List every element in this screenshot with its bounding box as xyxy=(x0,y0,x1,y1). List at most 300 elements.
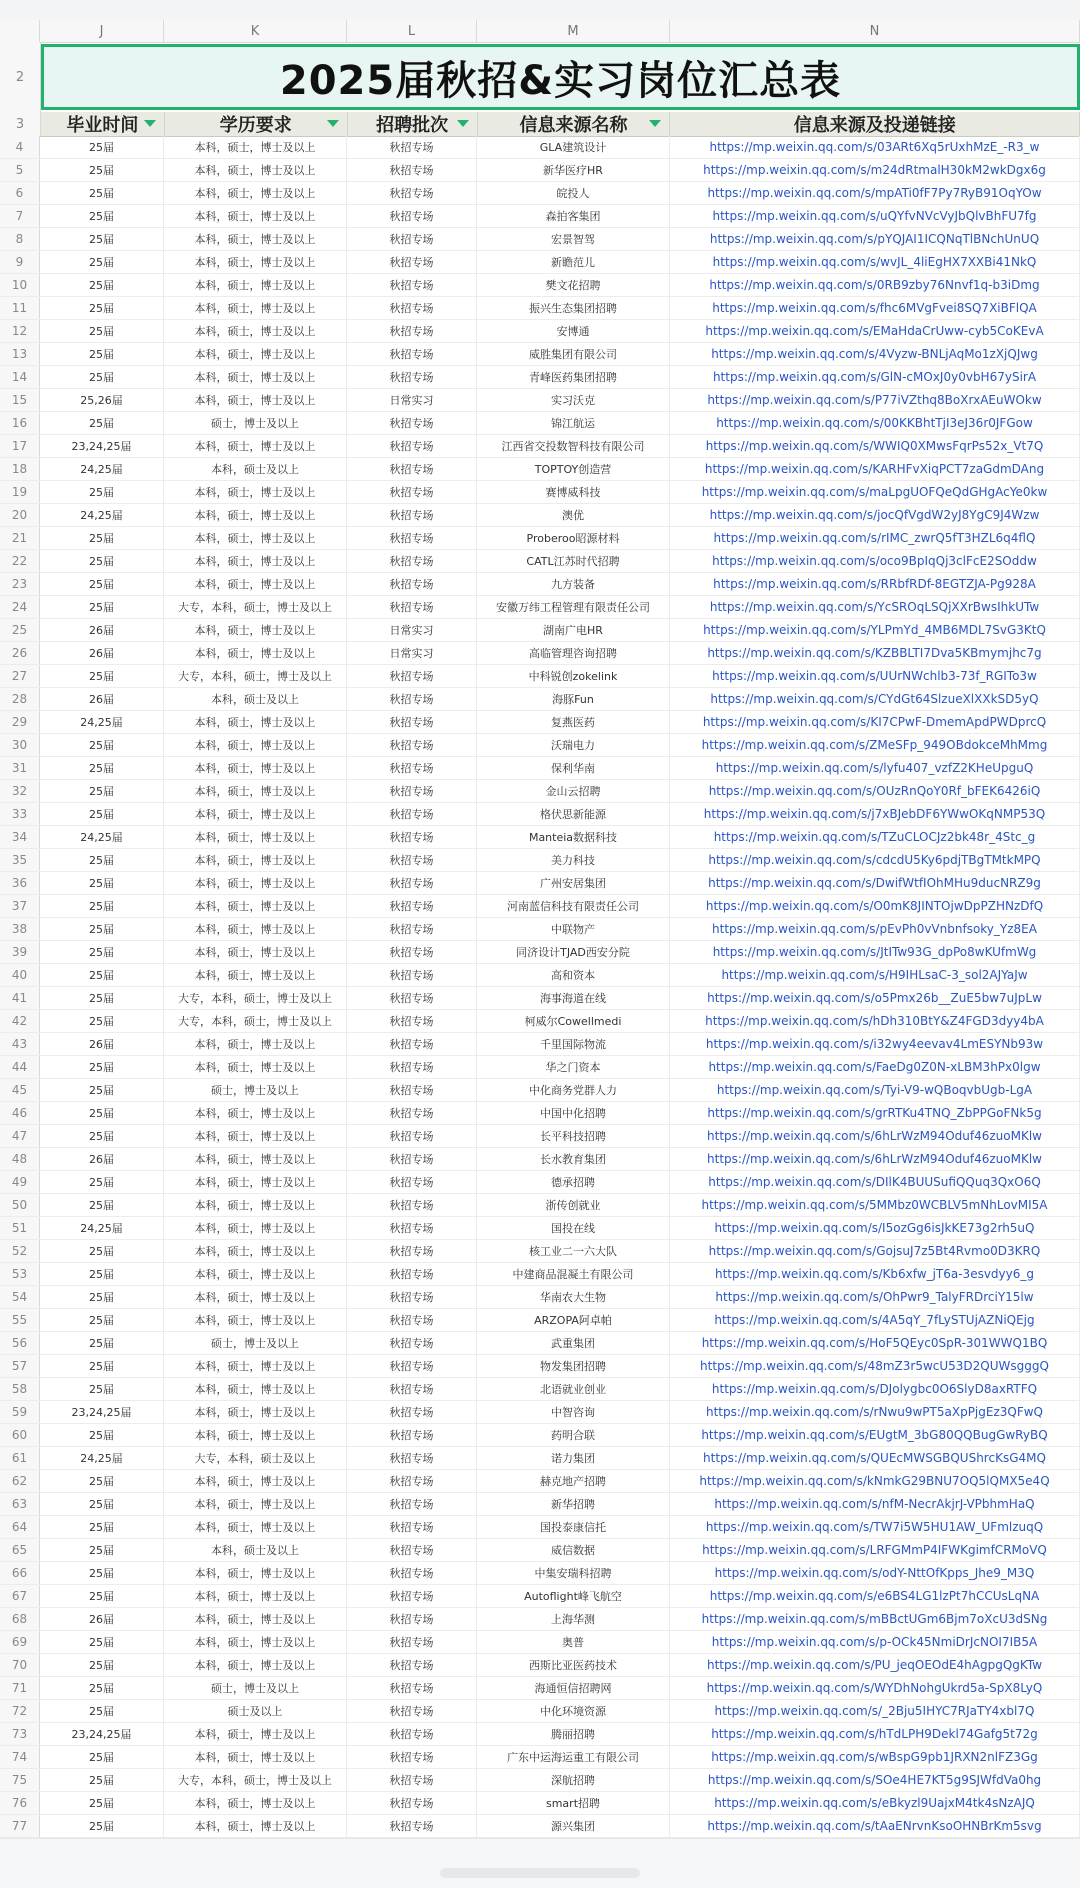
cell-batch[interactable]: 秋招专场 xyxy=(347,1240,477,1262)
cell-graduation[interactable]: 25届 xyxy=(40,251,164,273)
header-cell-education[interactable] xyxy=(165,112,348,136)
cell-source-name[interactable]: 美力科技 xyxy=(477,849,670,871)
row-number[interactable]: 69 xyxy=(0,1631,40,1653)
cell-source-name[interactable]: 新瞻范儿 xyxy=(477,251,670,273)
cell-source-name[interactable]: 武重集团 xyxy=(477,1332,670,1354)
cell-source-name[interactable]: 国投泰康信托 xyxy=(477,1516,670,1538)
column-header-l[interactable]: L xyxy=(347,20,477,42)
cell-graduation[interactable]: 25届 xyxy=(40,550,164,572)
cell-education[interactable]: 本科，硕士，博士及以上 xyxy=(164,872,347,894)
row-number[interactable]: 13 xyxy=(0,343,40,365)
cell-link[interactable]: https://mp.weixin.qq.com/s/ZMeSFp_949OBdokceMhMmg xyxy=(670,734,1080,756)
cell-batch[interactable]: 秋招专场 xyxy=(347,1056,477,1078)
row-number[interactable]: 73 xyxy=(0,1723,40,1745)
cell-education[interactable]: 本科，硕士，博士及以上 xyxy=(164,711,347,733)
cell-source-name[interactable]: 赛博威科技 xyxy=(477,481,670,503)
cell-education[interactable]: 本科，硕士及以上 xyxy=(164,458,347,480)
row-number[interactable]: 68 xyxy=(0,1608,40,1630)
cell-link[interactable]: https://mp.weixin.qq.com/s/O0mK8JINTOjwDpPZHNzDfQ xyxy=(670,895,1080,917)
cell-education[interactable]: 硕士及以上 xyxy=(164,1700,347,1722)
cell-batch[interactable]: 秋招专场 xyxy=(347,481,477,503)
cell-education[interactable]: 本科，硕士，博士及以上 xyxy=(164,941,347,963)
header-cell-source-name[interactable] xyxy=(478,112,671,136)
cell-batch[interactable]: 秋招专场 xyxy=(347,872,477,894)
cell-graduation[interactable]: 24,25届 xyxy=(40,504,164,526)
cell-link[interactable]: https://mp.weixin.qq.com/s/j7xBJebDF6YWwOKqNMP53Q xyxy=(670,803,1080,825)
cell-graduation[interactable]: 25届 xyxy=(40,1079,164,1101)
cell-education[interactable]: 本科，硕士，博士及以上 xyxy=(164,1470,347,1492)
column-header-k[interactable]: K xyxy=(164,20,347,42)
cell-source-name[interactable]: 腾丽招聘 xyxy=(477,1723,670,1745)
row-number[interactable]: 22 xyxy=(0,550,40,572)
row-number[interactable]: 70 xyxy=(0,1654,40,1676)
cell-education[interactable]: 本科，硕士，博士及以上 xyxy=(164,1194,347,1216)
cell-link[interactable]: https://mp.weixin.qq.com/s/RRbfRDf-8EGTZJA-Pg928A xyxy=(670,573,1080,595)
cell-graduation[interactable]: 25届 xyxy=(40,1516,164,1538)
cell-link[interactable]: https://mp.weixin.qq.com/s/kNmkG29BNU7OQ5lQMX5e4Q xyxy=(670,1470,1080,1492)
cell-batch[interactable]: 秋招专场 xyxy=(347,1424,477,1446)
cell-batch[interactable]: 秋招专场 xyxy=(347,1470,477,1492)
cell-source-name[interactable]: 中建商品混凝土有限公司 xyxy=(477,1263,670,1285)
cell-batch[interactable]: 秋招专场 xyxy=(347,688,477,710)
cell-link[interactable]: https://mp.weixin.qq.com/s/JtITw93G_dpPo8wKUfmWg xyxy=(670,941,1080,963)
cell-source-name[interactable]: 千里国际物流 xyxy=(477,1033,670,1055)
row-number[interactable]: 36 xyxy=(0,872,40,894)
cell-graduation[interactable]: 26届 xyxy=(40,1608,164,1630)
cell-batch[interactable]: 秋招专场 xyxy=(347,1148,477,1170)
cell-link[interactable]: https://mp.weixin.qq.com/s/HoF5QEyc0SpR-301WWQ1BQ xyxy=(670,1332,1080,1354)
cell-source-name[interactable]: 柯威尔Cowellmedi xyxy=(477,1010,670,1032)
cell-link[interactable]: https://mp.weixin.qq.com/s/jocQfVgdW2yJ8YgC9J4Wzw xyxy=(670,504,1080,526)
cell-source-name[interactable]: 高临管理咨询招聘 xyxy=(477,642,670,664)
cell-link[interactable]: https://mp.weixin.qq.com/s/KZBBLTI7Dva5KBmymjhc7g xyxy=(670,642,1080,664)
cell-source-name[interactable]: 源兴集团 xyxy=(477,1815,670,1837)
cell-graduation[interactable]: 25届 xyxy=(40,366,164,388)
cell-batch[interactable]: 秋招专场 xyxy=(347,1493,477,1515)
cell-source-name[interactable]: 深航招聘 xyxy=(477,1769,670,1791)
cell-graduation[interactable]: 25届 xyxy=(40,803,164,825)
cell-link[interactable]: https://mp.weixin.qq.com/s/SOe4HE7KT5g9SJWfdVa0hg xyxy=(670,1769,1080,1791)
cell-link[interactable]: https://mp.weixin.qq.com/s/4Vyzw-BNLjAqMo1zXjQJwg xyxy=(670,343,1080,365)
cell-source-name[interactable]: 西斯比亚医药技术 xyxy=(477,1654,670,1676)
cell-source-name[interactable]: 国投在线 xyxy=(477,1217,670,1239)
cell-source-name[interactable]: 海事海道在线 xyxy=(477,987,670,1009)
cell-education[interactable]: 大专，本科，硕士及以上 xyxy=(164,1447,347,1469)
cell-batch[interactable]: 秋招专场 xyxy=(347,780,477,802)
cell-education[interactable]: 本科，硕士，博士及以上 xyxy=(164,1723,347,1745)
cell-graduation[interactable]: 25届 xyxy=(40,1263,164,1285)
cell-education[interactable]: 本科，硕士，博士及以上 xyxy=(164,1148,347,1170)
cell-education[interactable]: 本科，硕士，博士及以上 xyxy=(164,1516,347,1538)
cell-education[interactable]: 本科，硕士，博士及以上 xyxy=(164,504,347,526)
cell-source-name[interactable]: 河南蓝信科技有限责任公司 xyxy=(477,895,670,917)
cell-graduation[interactable]: 25届 xyxy=(40,987,164,1009)
row-number[interactable]: 63 xyxy=(0,1493,40,1515)
cell-graduation[interactable]: 25,26届 xyxy=(40,389,164,411)
cell-education[interactable]: 硕士，博士及以上 xyxy=(164,412,347,434)
cell-source-name[interactable]: CATL江苏时代招聘 xyxy=(477,550,670,572)
row-number[interactable]: 62 xyxy=(0,1470,40,1492)
cell-link[interactable]: https://mp.weixin.qq.com/s/TW7i5W5HU1AW_UFmlzuqQ xyxy=(670,1516,1080,1538)
cell-graduation[interactable]: 25届 xyxy=(40,1677,164,1699)
cell-source-name[interactable]: 德承招聘 xyxy=(477,1171,670,1193)
cell-graduation[interactable]: 25届 xyxy=(40,1309,164,1331)
cell-link[interactable]: https://mp.weixin.qq.com/s/tAaENrvnKsoOHNBrKm5svg xyxy=(670,1815,1080,1837)
cell-graduation[interactable]: 23,24,25届 xyxy=(40,1723,164,1745)
cell-batch[interactable]: 秋招专场 xyxy=(347,1355,477,1377)
row-number[interactable]: 61 xyxy=(0,1447,40,1469)
cell-link[interactable]: https://mp.weixin.qq.com/s/WYDhNohgUkrd5a-SpX8LyQ xyxy=(670,1677,1080,1699)
cell-graduation[interactable]: 24,25届 xyxy=(40,1217,164,1239)
cell-batch[interactable]: 秋招专场 xyxy=(347,918,477,940)
cell-graduation[interactable]: 25届 xyxy=(40,159,164,181)
cell-source-name[interactable]: 华之门资本 xyxy=(477,1056,670,1078)
cell-batch[interactable]: 秋招专场 xyxy=(347,251,477,273)
cell-batch[interactable]: 秋招专场 xyxy=(347,1263,477,1285)
cell-education[interactable]: 本科，硕士，博士及以上 xyxy=(164,780,347,802)
cell-source-name[interactable]: 新华医疗HR xyxy=(477,159,670,181)
cell-batch[interactable]: 秋招专场 xyxy=(347,1125,477,1147)
row-number[interactable]: 25 xyxy=(0,619,40,641)
cell-source-name[interactable]: 江西省交投数智科技有限公司 xyxy=(477,435,670,457)
cell-education[interactable]: 本科，硕士，博士及以上 xyxy=(164,1631,347,1653)
cell-batch[interactable]: 秋招专场 xyxy=(347,504,477,526)
header-cell-graduation[interactable] xyxy=(41,112,165,136)
cell-source-name[interactable]: 物发集团招聘 xyxy=(477,1355,670,1377)
cell-link[interactable]: https://mp.weixin.qq.com/s/odY-NttOfKpps_Jhe9_M3Q xyxy=(670,1562,1080,1584)
select-all-corner[interactable] xyxy=(0,20,40,42)
row-number[interactable]: 43 xyxy=(0,1033,40,1055)
cell-link[interactable]: https://mp.weixin.qq.com/s/grRTKu4TNQ_ZbPPGoFNk5g xyxy=(670,1102,1080,1124)
cell-graduation[interactable]: 25届 xyxy=(40,1631,164,1653)
header-cell-link[interactable] xyxy=(670,112,1080,136)
cell-graduation[interactable]: 25届 xyxy=(40,205,164,227)
cell-batch[interactable]: 日常实习 xyxy=(347,619,477,641)
cell-source-name[interactable]: 中化环境资源 xyxy=(477,1700,670,1722)
row-number[interactable]: 5 xyxy=(0,159,40,181)
cell-source-name[interactable]: 湖南广电HR xyxy=(477,619,670,641)
cell-education[interactable]: 本科，硕士，博士及以上 xyxy=(164,757,347,779)
cell-batch[interactable]: 秋招专场 xyxy=(347,1792,477,1814)
cell-graduation[interactable]: 25届 xyxy=(40,1792,164,1814)
cell-graduation[interactable]: 25届 xyxy=(40,918,164,940)
row-number[interactable]: 24 xyxy=(0,596,40,618)
cell-graduation[interactable]: 25届 xyxy=(40,136,164,158)
cell-education[interactable]: 本科，硕士，博士及以上 xyxy=(164,389,347,411)
cell-link[interactable]: https://mp.weixin.qq.com/s/lyfu407_vzfZ2KHeUpguQ xyxy=(670,757,1080,779)
row-number[interactable]: 75 xyxy=(0,1769,40,1791)
cell-link[interactable]: https://mp.weixin.qq.com/s/03ARt6Xq5rUxhMzE_-R3_w xyxy=(670,136,1080,158)
cell-batch[interactable]: 秋招专场 xyxy=(347,1033,477,1055)
cell-source-name[interactable]: 中集安瑞科招聘 xyxy=(477,1562,670,1584)
cell-link[interactable]: https://mp.weixin.qq.com/s/YLPmYd_4MB6MDL7SvG3KtQ xyxy=(670,619,1080,641)
cell-education[interactable]: 本科，硕士，博士及以上 xyxy=(164,1263,347,1285)
cell-source-name[interactable]: GLA建筑设计 xyxy=(477,136,670,158)
cell-source-name[interactable]: 安博通 xyxy=(477,320,670,342)
row-number[interactable]: 2 xyxy=(0,42,41,112)
cell-link[interactable]: https://mp.weixin.qq.com/s/pEvPh0vVnbnfsoky_Yz8EA xyxy=(670,918,1080,940)
row-number[interactable]: 72 xyxy=(0,1700,40,1722)
row-number[interactable]: 40 xyxy=(0,964,40,986)
cell-education[interactable]: 本科，硕士，博士及以上 xyxy=(164,1792,347,1814)
cell-education[interactable]: 大专，本科，硕士，博士及以上 xyxy=(164,987,347,1009)
cell-batch[interactable]: 秋招专场 xyxy=(347,987,477,1009)
cell-batch[interactable]: 秋招专场 xyxy=(347,1585,477,1607)
cell-source-name[interactable]: 威胜集团有限公司 xyxy=(477,343,670,365)
cell-batch[interactable]: 秋招专场 xyxy=(347,1102,477,1124)
cell-link[interactable]: https://mp.weixin.qq.com/s/m24dRtmalH30kM2wkDgx6g xyxy=(670,159,1080,181)
cell-education[interactable]: 本科，硕士，博士及以上 xyxy=(164,1424,347,1446)
row-number[interactable]: 7 xyxy=(0,205,40,227)
cell-graduation[interactable]: 25届 xyxy=(40,734,164,756)
cell-batch[interactable]: 秋招专场 xyxy=(347,274,477,296)
cell-link[interactable]: https://mp.weixin.qq.com/s/EMaHdaCrUww-cyb5CoKEvA xyxy=(670,320,1080,342)
row-number[interactable]: 76 xyxy=(0,1792,40,1814)
row-number[interactable]: 15 xyxy=(0,389,40,411)
cell-link[interactable]: https://mp.weixin.qq.com/s/p-OCk45NmiDrJcNOI7IB5A xyxy=(670,1631,1080,1653)
cell-link[interactable]: https://mp.weixin.qq.com/s/QUEcMWSGBQUShrcKsG4MQ xyxy=(670,1447,1080,1469)
cell-education[interactable]: 本科，硕士，博士及以上 xyxy=(164,1102,347,1124)
cell-source-name[interactable]: 复燕医药 xyxy=(477,711,670,733)
cell-education[interactable]: 本科，硕士，博士及以上 xyxy=(164,1585,347,1607)
filter-dropdown-icon[interactable] xyxy=(327,120,339,127)
row-number[interactable]: 58 xyxy=(0,1378,40,1400)
cell-batch[interactable]: 秋招专场 xyxy=(347,1309,477,1331)
cell-source-name[interactable]: 锦江航运 xyxy=(477,412,670,434)
cell-batch[interactable]: 秋招专场 xyxy=(347,849,477,871)
cell-education[interactable]: 本科，硕士，博士及以上 xyxy=(164,1562,347,1584)
row-number[interactable]: 55 xyxy=(0,1309,40,1331)
cell-link[interactable]: https://mp.weixin.qq.com/s/oco9BpIqQj3clFcE2SOddw xyxy=(670,550,1080,572)
row-number[interactable]: 31 xyxy=(0,757,40,779)
cell-graduation[interactable]: 25届 xyxy=(40,849,164,871)
cell-source-name[interactable]: Proberoo昭源材料 xyxy=(477,527,670,549)
cell-link[interactable]: https://mp.weixin.qq.com/s/OhPwr9_TalyFRDrciY15lw xyxy=(670,1286,1080,1308)
cell-batch[interactable]: 日常实习 xyxy=(347,642,477,664)
cell-batch[interactable]: 秋招专场 xyxy=(347,895,477,917)
cell-education[interactable]: 本科，硕士，博士及以上 xyxy=(164,343,347,365)
row-number[interactable]: 48 xyxy=(0,1148,40,1170)
cell-graduation[interactable]: 25届 xyxy=(40,1056,164,1078)
cell-source-name[interactable]: 高和资本 xyxy=(477,964,670,986)
cell-graduation[interactable]: 25届 xyxy=(40,964,164,986)
row-number[interactable]: 50 xyxy=(0,1194,40,1216)
cell-link[interactable]: https://mp.weixin.qq.com/s/KI7CPwF-DmemApdPWDprcQ xyxy=(670,711,1080,733)
row-number[interactable]: 71 xyxy=(0,1677,40,1699)
cell-link[interactable]: https://mp.weixin.qq.com/s/6hLrWzM94Oduf46zuoMKlw xyxy=(670,1148,1080,1170)
cell-graduation[interactable]: 25届 xyxy=(40,1562,164,1584)
cell-education[interactable]: 本科，硕士，博士及以上 xyxy=(164,1240,347,1262)
cell-batch[interactable]: 秋招专场 xyxy=(347,1539,477,1561)
row-number[interactable]: 9 xyxy=(0,251,40,273)
cell-source-name[interactable]: 振兴生态集团招聘 xyxy=(477,297,670,319)
cell-source-name[interactable]: smart招聘 xyxy=(477,1792,670,1814)
cell-education[interactable]: 大专，本科，硕士，博士及以上 xyxy=(164,596,347,618)
cell-education[interactable]: 本科，硕士，博士及以上 xyxy=(164,1309,347,1331)
cell-link[interactable]: https://mp.weixin.qq.com/s/I5ozGg6isJkKE73g2rh5uQ xyxy=(670,1217,1080,1239)
cell-batch[interactable]: 秋招专场 xyxy=(347,182,477,204)
cell-batch[interactable]: 秋招专场 xyxy=(347,1769,477,1791)
cell-graduation[interactable]: 25届 xyxy=(40,1815,164,1837)
cell-batch[interactable]: 秋招专场 xyxy=(347,964,477,986)
cell-link[interactable]: https://mp.weixin.qq.com/s/H9IHLsaC-3_sol2AJYaJw xyxy=(670,964,1080,986)
cell-education[interactable]: 硕士，博士及以上 xyxy=(164,1332,347,1354)
cell-link[interactable]: https://mp.weixin.qq.com/s/TZuCLOCJz2bk48r_4Stc_g xyxy=(670,826,1080,848)
cell-link[interactable]: https://mp.weixin.qq.com/s/cdcdU5Ky6pdjTBgTMtkMPQ xyxy=(670,849,1080,871)
cell-batch[interactable]: 秋招专场 xyxy=(347,1332,477,1354)
cell-source-name[interactable]: 森拍客集团 xyxy=(477,205,670,227)
cell-graduation[interactable]: 25届 xyxy=(40,182,164,204)
cell-education[interactable]: 本科，硕士，博士及以上 xyxy=(164,182,347,204)
cell-source-name[interactable]: 核工业二一六大队 xyxy=(477,1240,670,1262)
cell-batch[interactable]: 秋招专场 xyxy=(347,941,477,963)
row-number[interactable]: 65 xyxy=(0,1539,40,1561)
cell-education[interactable]: 本科，硕士及以上 xyxy=(164,1539,347,1561)
cell-graduation[interactable]: 26届 xyxy=(40,1148,164,1170)
cell-link[interactable]: https://mp.weixin.qq.com/s/P77iVZthq8BoXrxAEuWOkw xyxy=(670,389,1080,411)
cell-education[interactable]: 本科，硕士，博士及以上 xyxy=(164,1378,347,1400)
row-number[interactable]: 66 xyxy=(0,1562,40,1584)
cell-batch[interactable]: 秋招专场 xyxy=(347,1079,477,1101)
cell-education[interactable]: 本科，硕士，博士及以上 xyxy=(164,159,347,181)
row-number[interactable]: 17 xyxy=(0,435,40,457)
cell-education[interactable]: 本科，硕士，博士及以上 xyxy=(164,205,347,227)
cell-batch[interactable]: 秋招专场 xyxy=(347,1608,477,1630)
cell-education[interactable]: 本科，硕士，博士及以上 xyxy=(164,619,347,641)
cell-source-name[interactable]: Autoflight峰飞航空 xyxy=(477,1585,670,1607)
cell-education[interactable]: 本科，硕士，博士及以上 xyxy=(164,1608,347,1630)
cell-graduation[interactable]: 25届 xyxy=(40,228,164,250)
cell-batch[interactable]: 秋招专场 xyxy=(347,1194,477,1216)
cell-link[interactable]: https://mp.weixin.qq.com/s/rIMC_zwrQ5fT3HZL6q4flQ xyxy=(670,527,1080,549)
cell-source-name[interactable]: 安徽万纬工程管理有限责任公司 xyxy=(477,596,670,618)
cell-education[interactable]: 本科，硕士，博士及以上 xyxy=(164,1401,347,1423)
cell-link[interactable]: https://mp.weixin.qq.com/s/DwifWtfIOhMHu9ducNRZ9g xyxy=(670,872,1080,894)
cell-source-name[interactable]: 广州安居集团 xyxy=(477,872,670,894)
cell-link[interactable]: https://mp.weixin.qq.com/s/00KKBhtTjI3eJ36r0JFGow xyxy=(670,412,1080,434)
cell-source-name[interactable]: Manteia数据科技 xyxy=(477,826,670,848)
cell-batch[interactable]: 秋招专场 xyxy=(347,412,477,434)
cell-graduation[interactable]: 25届 xyxy=(40,481,164,503)
cell-batch[interactable]: 秋招专场 xyxy=(347,297,477,319)
cell-batch[interactable]: 秋招专场 xyxy=(347,205,477,227)
cell-source-name[interactable]: 中科锐创zokelink xyxy=(477,665,670,687)
row-number[interactable]: 10 xyxy=(0,274,40,296)
cell-link[interactable]: https://mp.weixin.qq.com/s/GlN-cMOxJ0y0vbH67ySirA xyxy=(670,366,1080,388)
cell-education[interactable]: 本科，硕士，博士及以上 xyxy=(164,481,347,503)
cell-education[interactable]: 本科，硕士，博士及以上 xyxy=(164,1286,347,1308)
cell-source-name[interactable]: 浙传创就业 xyxy=(477,1194,670,1216)
cell-batch[interactable]: 秋招专场 xyxy=(347,435,477,457)
row-number[interactable]: 60 xyxy=(0,1424,40,1446)
cell-batch[interactable]: 秋招专场 xyxy=(347,665,477,687)
cell-graduation[interactable]: 26届 xyxy=(40,619,164,641)
cell-education[interactable]: 本科，硕士，博士及以上 xyxy=(164,734,347,756)
cell-link[interactable]: https://mp.weixin.qq.com/s/mBBctUGm6Bjm7oXcU3dSNg xyxy=(670,1608,1080,1630)
cell-link[interactable]: https://mp.weixin.qq.com/s/mpATi0fF7Py7RyB91OqYOw xyxy=(670,182,1080,204)
cell-graduation[interactable]: 24,25届 xyxy=(40,458,164,480)
row-number[interactable]: 51 xyxy=(0,1217,40,1239)
cell-education[interactable]: 本科，硕士，博士及以上 xyxy=(164,1033,347,1055)
cell-graduation[interactable]: 24,25届 xyxy=(40,1447,164,1469)
cell-graduation[interactable]: 25届 xyxy=(40,1654,164,1676)
cell-education[interactable]: 硕士，博士及以上 xyxy=(164,1079,347,1101)
cell-graduation[interactable]: 25届 xyxy=(40,527,164,549)
row-number[interactable]: 20 xyxy=(0,504,40,526)
cell-source-name[interactable]: 澳优 xyxy=(477,504,670,526)
cell-link[interactable]: https://mp.weixin.qq.com/s/pYQJAI1ICQNqTlBNchUnUQ xyxy=(670,228,1080,250)
cell-batch[interactable]: 秋招专场 xyxy=(347,527,477,549)
cell-batch[interactable]: 秋招专场 xyxy=(347,1815,477,1837)
cell-source-name[interactable]: 诺力集团 xyxy=(477,1447,670,1469)
row-number[interactable]: 12 xyxy=(0,320,40,342)
cell-graduation[interactable]: 25届 xyxy=(40,573,164,595)
cell-link[interactable]: https://mp.weixin.qq.com/s/nfM-NecrAkjrJ-VPbhmHaQ xyxy=(670,1493,1080,1515)
cell-source-name[interactable]: 皖投人 xyxy=(477,182,670,204)
cell-graduation[interactable]: 25届 xyxy=(40,1125,164,1147)
cell-source-name[interactable]: 九方装备 xyxy=(477,573,670,595)
cell-graduation[interactable]: 23,24,25届 xyxy=(40,435,164,457)
cell-batch[interactable]: 秋招专场 xyxy=(347,596,477,618)
cell-education[interactable]: 本科，硕士，博士及以上 xyxy=(164,228,347,250)
cell-link[interactable]: https://mp.weixin.qq.com/s/wBspG9pb1JRXN2nlFZ3Gg xyxy=(670,1746,1080,1768)
cell-source-name[interactable]: 广东中运海运重工有限公司 xyxy=(477,1746,670,1768)
cell-source-name[interactable]: 赫克地产招聘 xyxy=(477,1470,670,1492)
cell-batch[interactable]: 秋招专场 xyxy=(347,1654,477,1676)
cell-link[interactable]: https://mp.weixin.qq.com/s/DJolygbc0O6SlyD8axRTFQ xyxy=(670,1378,1080,1400)
cell-education[interactable]: 本科，硕士，博士及以上 xyxy=(164,297,347,319)
row-number[interactable]: 56 xyxy=(0,1332,40,1354)
cell-education[interactable]: 本科，硕士，博士及以上 xyxy=(164,964,347,986)
cell-batch[interactable]: 秋招专场 xyxy=(347,1631,477,1653)
cell-graduation[interactable]: 25届 xyxy=(40,780,164,802)
cell-graduation[interactable]: 23,24,25届 xyxy=(40,1401,164,1423)
cell-graduation[interactable]: 25届 xyxy=(40,1102,164,1124)
cell-link[interactable]: https://mp.weixin.qq.com/s/5MMbz0WCBLV5mNhLovMI5A xyxy=(670,1194,1080,1216)
row-number[interactable]: 38 xyxy=(0,918,40,940)
cell-batch[interactable]: 日常实习 xyxy=(347,389,477,411)
cell-education[interactable]: 本科，硕士，博士及以上 xyxy=(164,849,347,871)
row-number[interactable]: 59 xyxy=(0,1401,40,1423)
cell-source-name[interactable]: 中联物产 xyxy=(477,918,670,940)
row-number[interactable]: 64 xyxy=(0,1516,40,1538)
row-number[interactable]: 37 xyxy=(0,895,40,917)
cell-graduation[interactable]: 24,25届 xyxy=(40,826,164,848)
row-number[interactable]: 74 xyxy=(0,1746,40,1768)
cell-education[interactable]: 本科，硕士，博士及以上 xyxy=(164,550,347,572)
cell-graduation[interactable]: 25届 xyxy=(40,665,164,687)
cell-graduation[interactable]: 25届 xyxy=(40,872,164,894)
cell-graduation[interactable]: 25届 xyxy=(40,895,164,917)
cell-batch[interactable]: 秋招专场 xyxy=(347,1677,477,1699)
cell-graduation[interactable]: 25届 xyxy=(40,1769,164,1791)
cell-graduation[interactable]: 25届 xyxy=(40,1493,164,1515)
row-number[interactable]: 29 xyxy=(0,711,40,733)
cell-education[interactable]: 大专，本科，硕士，博士及以上 xyxy=(164,1010,347,1032)
cell-graduation[interactable]: 25届 xyxy=(40,320,164,342)
row-number[interactable]: 33 xyxy=(0,803,40,825)
cell-graduation[interactable]: 25届 xyxy=(40,1332,164,1354)
row-number[interactable]: 30 xyxy=(0,734,40,756)
cell-education[interactable]: 本科，硕士，博士及以上 xyxy=(164,918,347,940)
cell-batch[interactable]: 秋招专场 xyxy=(347,550,477,572)
cell-source-name[interactable]: 海通恒信招聘网 xyxy=(477,1677,670,1699)
row-number[interactable]: 32 xyxy=(0,780,40,802)
cell-batch[interactable]: 秋招专场 xyxy=(347,320,477,342)
row-number[interactable]: 42 xyxy=(0,1010,40,1032)
cell-batch[interactable]: 秋招专场 xyxy=(347,343,477,365)
cell-batch[interactable]: 秋招专场 xyxy=(347,1010,477,1032)
